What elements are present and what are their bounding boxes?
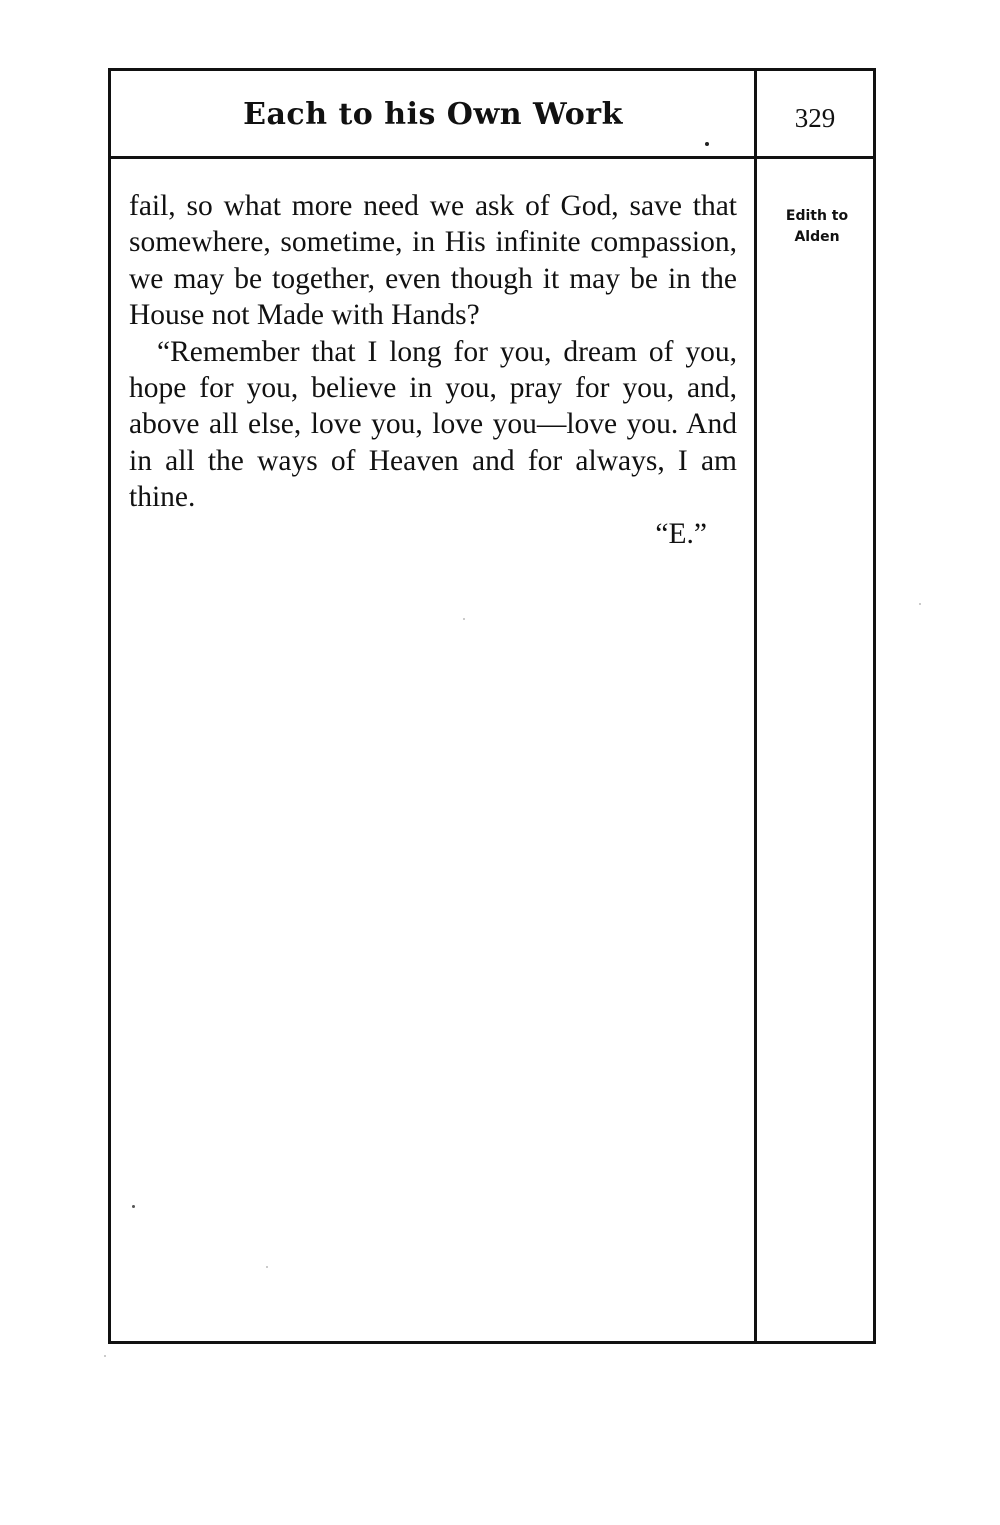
running-title: Each to his Own Work bbox=[243, 97, 623, 132]
letter-signature: “E.” bbox=[655, 517, 707, 550]
body-text bbox=[129, 188, 737, 552]
paragraph-letter-close: “Remember that I long for you, dream of you, hope for you, believe in you, pray for you, and, above all else, love you, love you—love you. And in all the ways of Heaven and for always, I am thine. bbox=[129, 335, 737, 514]
paper-speck bbox=[919, 603, 921, 605]
page-number: 329 bbox=[794, 103, 836, 133]
paper-speck bbox=[104, 1355, 106, 1357]
paper-speck bbox=[266, 1266, 268, 1268]
running-header bbox=[111, 71, 755, 159]
marginal-note bbox=[770, 206, 864, 248]
page-number-box bbox=[757, 71, 873, 159]
margin-divider bbox=[754, 71, 757, 1341]
paper-speck bbox=[132, 1205, 135, 1208]
marginal-note-line-2: Alden bbox=[794, 229, 840, 245]
paragraph-continuation: fail, so what more need we ask of God, save that somewhere, sometime, in His infinite compassion, we may be together, even though it may be in the House not Made with Hands? bbox=[129, 190, 737, 332]
ink-dot bbox=[705, 142, 709, 146]
paper-speck bbox=[463, 618, 465, 620]
marginal-note-line-1: Edith to bbox=[785, 208, 849, 224]
